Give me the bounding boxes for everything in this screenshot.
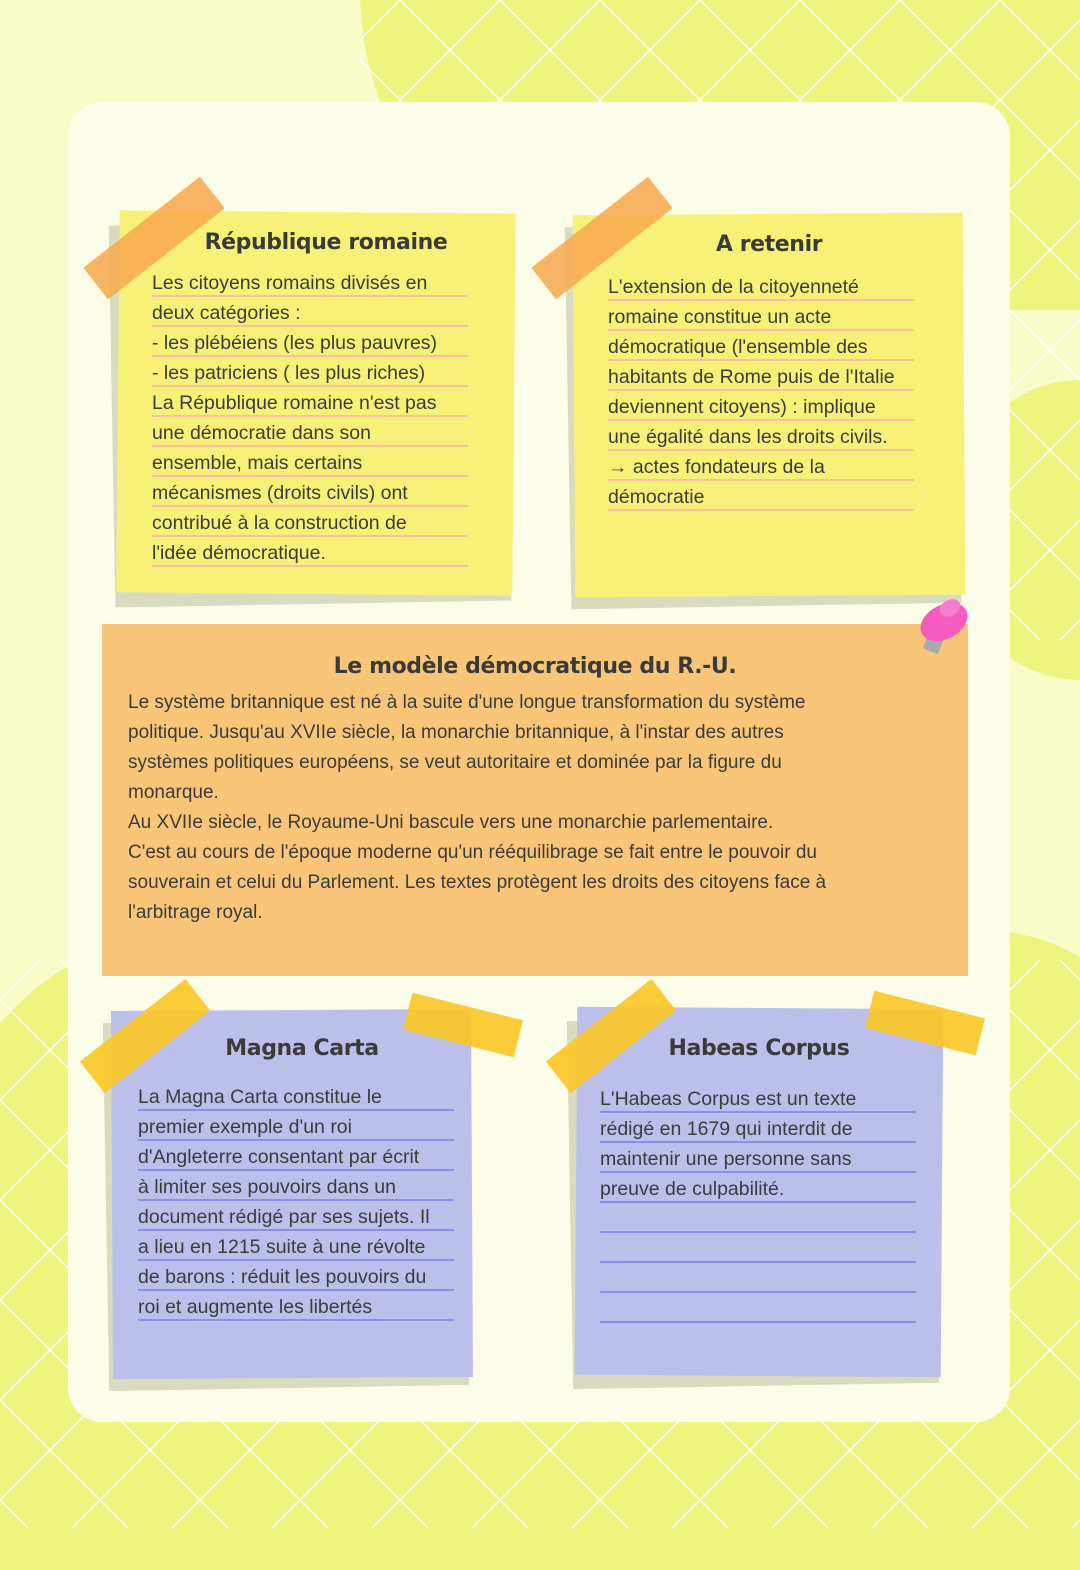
note-body: Les citoyens romains divisés en deux catégories : - les plébéiens (les plus pauvres) - les patriciens ( les plus riches) La République romaine n'est pas une démocratie dans son ensemble, mais certains mécanismes (droits civils) ont contribué à la construction de l'idée démocratique. — [152, 268, 468, 568]
note-republique-romaine — [118, 212, 514, 594]
note-body: L'Habeas Corpus est un texte rédigé en 1679 qui interdit de maintenir une personne sans preuve de culpabilité. — [600, 1084, 916, 1334]
note-a-retenir — [574, 214, 964, 596]
note-title: République romaine — [204, 230, 448, 255]
push-pin-icon — [912, 596, 972, 658]
note-body: L'extension de la citoyenneté romaine constitue un acte démocratique (l'ensemble des habitants de Rome puis de l'Italie deviennent citoyens) : implique une égalité dans les droits civils. → actes fondateurs de la démocratie — [608, 272, 914, 512]
note-magna-carta — [112, 1010, 472, 1378]
note-habeas-corpus — [576, 1008, 942, 1376]
note-title: A retenir — [715, 232, 823, 257]
note-title: Habeas Corpus — [668, 1036, 850, 1061]
note-body: Le système britannique est né à la suite d'une longue transformation du système politique. Jusqu'au XVIIe siècle, la monarchie britannique, à l'instar des autres systèmes politiques européens, se veut autoritaire et dominée par la figure du monarque. Au XVIIe siècle, le Royaume-Uni bascule vers une monarchie parlementaire. C'est au cours de l'époque moderne qu'un rééquilibrage se fait entre le pouvoir du souverain et celui du Parlement. Les textes protègent les droits des citoyens face à l'arbitrage royal. — [128, 692, 827, 923]
note-title: Magna Carta — [225, 1036, 379, 1061]
note-body: La Magna Carta constitue le premier exemple d'un roi d'Angleterre consentant par écrit à limiter ses pouvoirs dans un document rédigé par ses sujets. Il a lieu en 1215 suite à une révolte de barons : réduit les pouvoirs du roi et augmente les libertés — [138, 1082, 454, 1322]
note-modele-democratique — [102, 624, 968, 976]
note-title: Le modèle démocratique du R.-U. — [333, 654, 737, 679]
